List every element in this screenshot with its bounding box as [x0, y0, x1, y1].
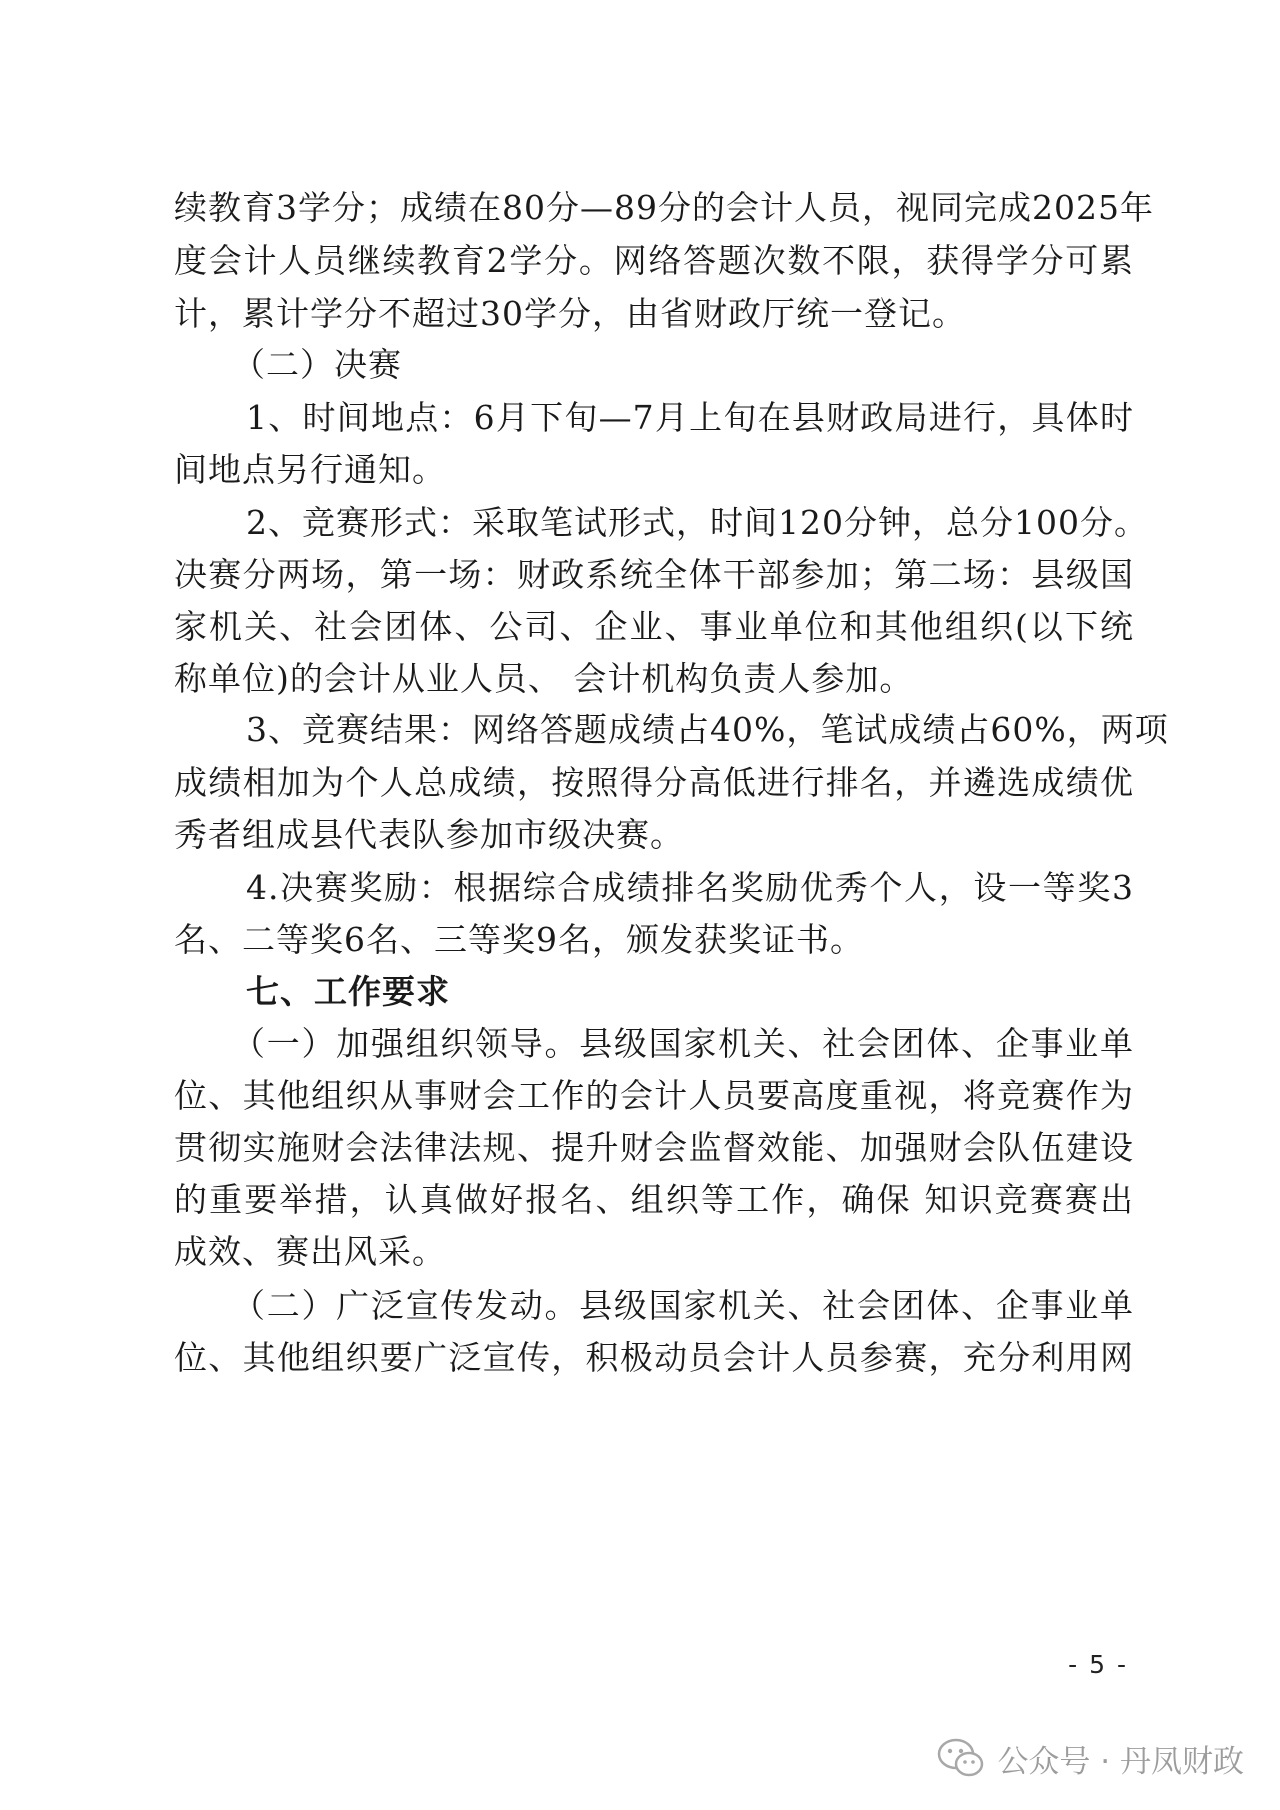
paragraph-line: 1、时间地点：6月下旬—7月上旬在县财政局进行，具体时 — [246, 398, 1134, 437]
paragraph-line: 位、其他组织从事财会工作的会计人员要高度重视，将竞赛作为 — [174, 1076, 1134, 1115]
paragraph-line: 成效、赛出风采。 — [174, 1232, 446, 1271]
section-subheading-final: （二）决赛 — [232, 345, 402, 384]
paragraph-line: 2、竞赛形式：采取笔试形式，时间120分钟，总分100分。 — [246, 503, 1148, 542]
paragraph-line: 续教育3学分；成绩在80分—89分的会计人员，视同完成2025年 — [174, 188, 1154, 227]
wechat-icon — [937, 1738, 985, 1778]
paragraph-line: （二）广泛宣传发动。县级国家机关、社会团体、企事业单 — [232, 1286, 1134, 1325]
page-number: - 5 - — [1068, 1650, 1128, 1679]
section-heading-work-requirements: 七、工作要求 — [246, 972, 450, 1011]
wechat-watermark — [937, 1732, 1244, 1784]
paragraph-line: 4.决赛奖励：根据综合成绩排名奖励优秀个人，设一等奖3 — [246, 868, 1134, 907]
paragraph-line: 间地点另行通知。 — [174, 450, 446, 489]
paragraph-line: 决赛分两场，第一场：财政系统全体干部参加；第二场：县级国 — [174, 555, 1134, 594]
watermark-text: 公众号 · 丹凤财政 — [997, 1743, 1244, 1780]
paragraph-line: （一）加强组织领导。县级国家机关、社会团体、企事业单 — [232, 1024, 1134, 1063]
paragraph-line: 称单位)的会计从业人员、 会计机构负责人参加。 — [174, 659, 914, 698]
paragraph-line: 贯彻实施财会法律法规、提升财会监督效能、加强财会队伍建设 — [174, 1128, 1134, 1167]
paragraph-line: 的重要举措，认真做好报名、组织等工作，确保 知识竞赛赛出 — [174, 1180, 1134, 1219]
paragraph-line: 名、二等奖6名、三等奖9名，颁发获奖证书。 — [174, 920, 864, 959]
paragraph-line: 3、竞赛结果：网络答题成绩占40%，笔试成绩占60%，两项 — [246, 710, 1169, 749]
paragraph-line: 位、其他组织要广泛宣传，积极动员会计人员参赛，充分利用网 — [174, 1338, 1134, 1377]
paragraph-line: 度会计人员继续教育2学分。网络答题次数不限，获得学分可累 — [174, 241, 1134, 280]
paragraph-line: 计，累计学分不超过30学分，由省财政厅统一登记。 — [174, 294, 966, 333]
paragraph-line: 家机关、社会团体、公司、企业、事业单位和其他组织(以下统 — [174, 607, 1134, 646]
paragraph-line: 秀者组成县代表队参加市级决赛。 — [174, 815, 684, 854]
paragraph-line: 成绩相加为个人总成绩，按照得分高低进行排名，并遴选成绩优 — [174, 763, 1134, 802]
